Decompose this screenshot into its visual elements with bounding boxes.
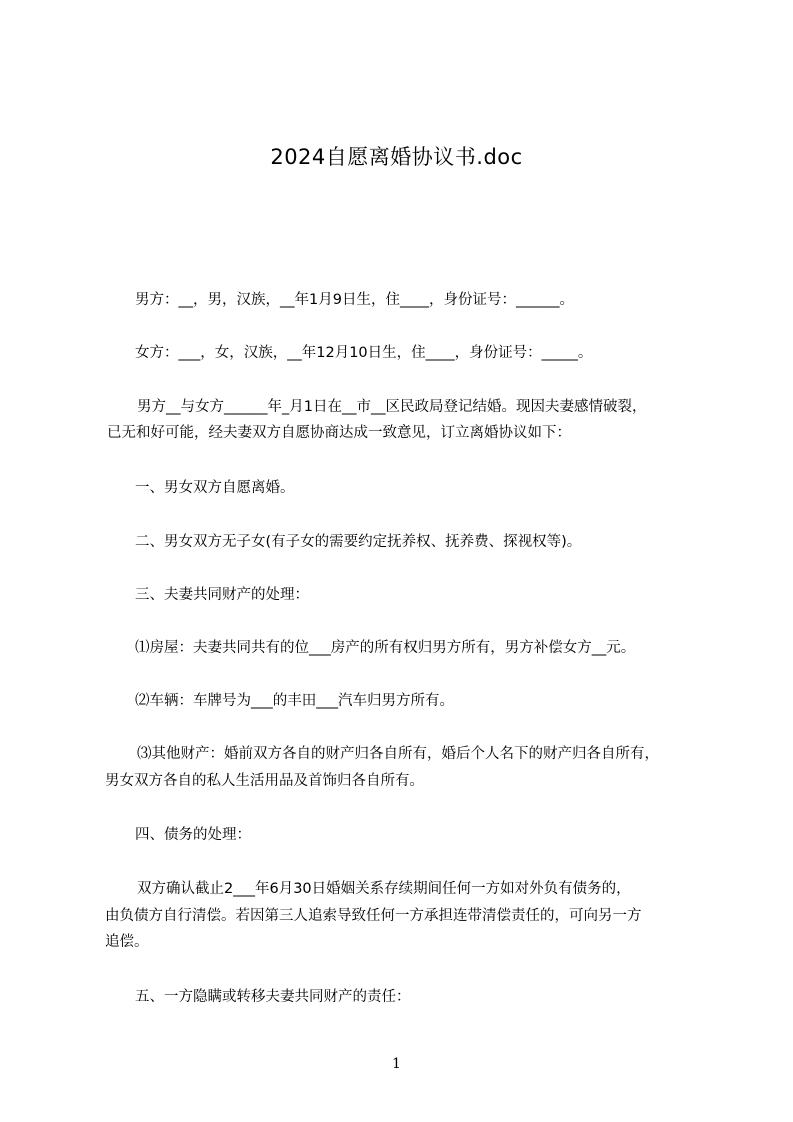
clause-4-debt-line-2: 由负债方自行清偿。若因第三人追索导致任何一方承担连带清偿责任的，可向另一方 (105, 908, 642, 924)
clause-3-other-line-2: 男女双方各自的私人生活用品及首饰归各自所有。 (105, 773, 424, 789)
paragraph-intro-line-1: 男方__与女方______年_月1日在__市__区民政局登记结婚。现因夫妻感情破裂， (137, 399, 647, 415)
paragraph-intro-line-2: 已无和好可能，经夫妻双方自愿协商达成一致意见，订立离婚协议如下： (107, 425, 571, 441)
clause-5: 五、一方隐瞒或转移夫妻共同财产的责任： (135, 989, 411, 1005)
paragraph-man-info: 男方：__，男，汉族，__年1月9日生，住____，身份证号：______。 (135, 292, 574, 308)
clause-3: 三、夫妻共同财产的处理： (135, 587, 309, 603)
clause-3-other-line-1: ⑶其他财产：婚前双方各自的财产归各自所有，婚后个人名下的财产归各自所有， (137, 746, 659, 762)
clause-3-vehicle: ⑵车辆：车牌号为___的丰田___汽车归男方所有。 (135, 693, 454, 709)
clause-4-debt-line-1: 双方确认截止2___年6月30日婚姻关系存续期间任何一方如对外负有债务的， (137, 881, 631, 897)
clause-1: 一、男女双方自愿离婚。 (135, 480, 295, 496)
clause-4-debt-line-3: 追偿。 (105, 934, 149, 950)
page-number: 1 (392, 1056, 401, 1072)
clause-4: 四、债务的处理： (135, 827, 251, 843)
paragraph-woman-info: 女方：___，女，汉族，__年12月10日生，住____，身份证号：_____。 (135, 345, 593, 361)
document-title: 2024自愿离婚协议书.doc (270, 145, 523, 169)
clause-3-house: ⑴房屋：夫妻共同共有的位___房产的所有权归男方所有，男方补偿女方__元。 (135, 640, 636, 656)
clause-2: 二、男女双方无子女(有子女的需要约定抚养权、抚养费、探视权等)。 (135, 534, 582, 550)
